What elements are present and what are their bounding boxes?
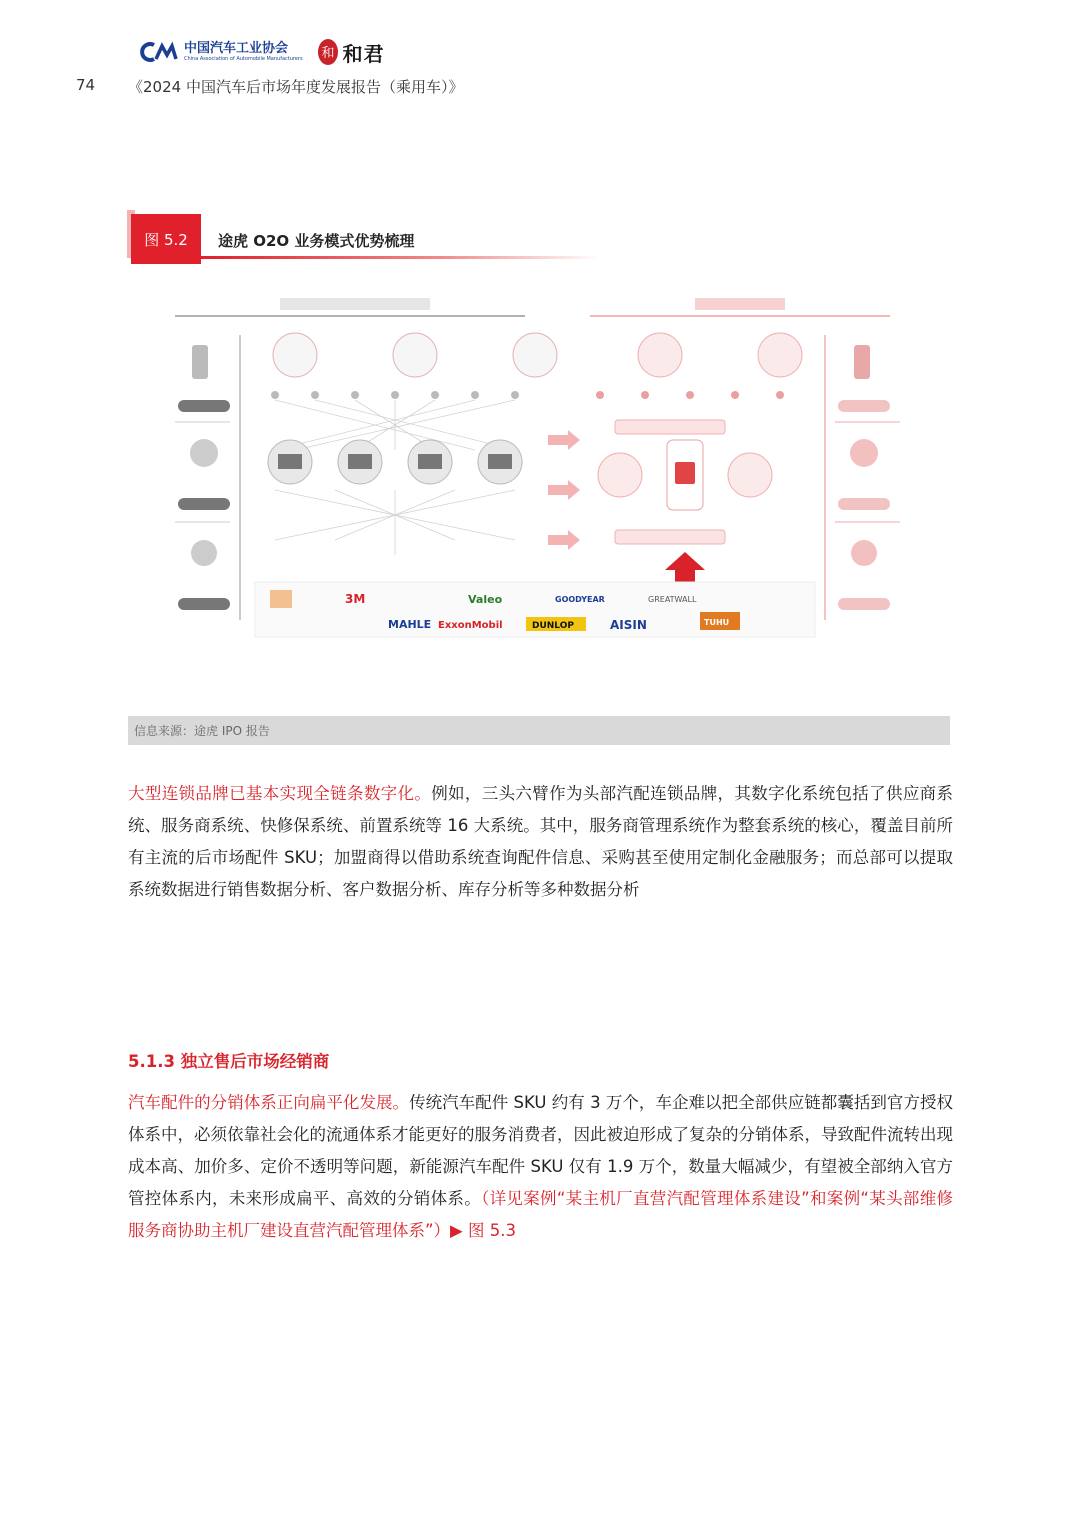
paragraph-1-text: 例如，三头六臂作为头部汽配连锁品牌，其数字化系统包括了供应商系统、服务商系统、快修保系统、前置系统等 16 大系统。其中，服务商管理系统作为整套系统的核心，覆盖目前所有主流的后市场配件 SKU；加盟商得以借助系统查询配件信息、采购甚至使用定制化金融服务；而总部可以提取系统数据进行销售数据分析、客户数据分析、库存分析等多种数据分析: [128, 784, 953, 899]
paragraph-2-reference[interactable]: （详见案例“某主机厂直营汽配管理体系建设”和案例“某头部维修服务商协助主机厂建设直营汽配管理体系”）▶ 图 5.3: [128, 1189, 954, 1240]
hejun-name: 和君: [342, 41, 385, 66]
right-section-header: [695, 298, 785, 310]
paragraph-distribution: [128, 1087, 953, 1247]
left-side-categories: [178, 345, 230, 610]
brand-greatwall: GREATWALL: [648, 595, 697, 604]
caam-name-en: China Association of Automobile Manufacturers: [184, 56, 303, 62]
brand-logos: [255, 582, 815, 637]
tuhu-platform: [598, 420, 772, 590]
category-badge-parts: [178, 400, 230, 412]
brand-valeo: Valeo: [468, 593, 503, 606]
o2o-diagram: [170, 290, 905, 645]
brand-3m: 3M: [345, 592, 366, 606]
paragraph-2-highlight: 汽车配件的分销体系正向扁平化发展。: [128, 1093, 410, 1112]
caam-logo: [138, 41, 303, 63]
brand-tuhu: TUHU: [704, 618, 730, 627]
page-number: 74: [76, 76, 96, 94]
category-badge-service: [178, 498, 230, 510]
left-section-header: [280, 298, 430, 310]
category-icon-service: [190, 439, 218, 467]
hejun-logo: [317, 38, 385, 67]
figure-title: 途虎 O2O 业务模式优势梳理: [218, 232, 415, 250]
paragraph-digitalization: [128, 778, 953, 906]
hejun-seal-icon: [317, 38, 339, 66]
right-badge-3: [838, 598, 890, 610]
right-icon-1: [854, 345, 870, 379]
figure-source-bar: [128, 716, 950, 745]
right-badge-1: [838, 400, 890, 412]
header-logos: [138, 34, 385, 70]
node-row: [271, 391, 784, 399]
flow-arrows: [548, 430, 580, 550]
section-heading: 5.1.3 独立售后市场经销商: [128, 1052, 330, 1071]
brand-aisin: AISIN: [610, 618, 647, 632]
brand-goodyear: GOODYEAR: [555, 595, 605, 604]
figure-title-rule: [201, 256, 601, 259]
figure-label: 图 5.2: [131, 214, 201, 264]
right-icon-2: [850, 439, 878, 467]
brand-exxonmobil: ExxonMobil: [438, 620, 503, 631]
category-icon-parts: [192, 345, 208, 379]
connection-mesh: [275, 400, 515, 555]
caam-name-cn: 中国汽车工业协会: [184, 41, 289, 56]
brand-mahle: MAHLE: [388, 618, 432, 631]
paragraph-1-highlight: 大型连锁品牌已基本实现全链条数字化。: [128, 784, 432, 803]
running-title: 《2024 中国汽车后市场年度发展报告（乘用车）》: [128, 78, 464, 96]
category-icon-tech: [191, 540, 217, 566]
category-badge-tech: [178, 598, 230, 610]
hejun-seal-char: 和: [321, 46, 335, 61]
paragraph-2-text: 传统汽车配件 SKU 约有 3 万个，车企难以把全部供应链都囊括到官方授权体系中，必须依靠社会化的流通体系才能更好的服务消费者，因此被迫形成了复杂的分销体系，导致配件流转出现成本高、加价多、定价不透明等问题，新能源汽车配件 SKU 仅有 1.9 万个，数量大幅减少，有望被全部纳入官方管控体系内，未来形成扁平、高效的分销体系。: [128, 1093, 954, 1208]
top-platform-circles: [273, 333, 802, 377]
figure-source: 信息来源：途虎 IPO 报告: [134, 724, 270, 738]
right-side-categories: [838, 345, 890, 610]
caam-logo-icon: [138, 41, 178, 63]
right-icon-3: [851, 540, 877, 566]
brand-dunlop: DUNLOP: [532, 621, 574, 631]
right-badge-2: [838, 498, 890, 510]
